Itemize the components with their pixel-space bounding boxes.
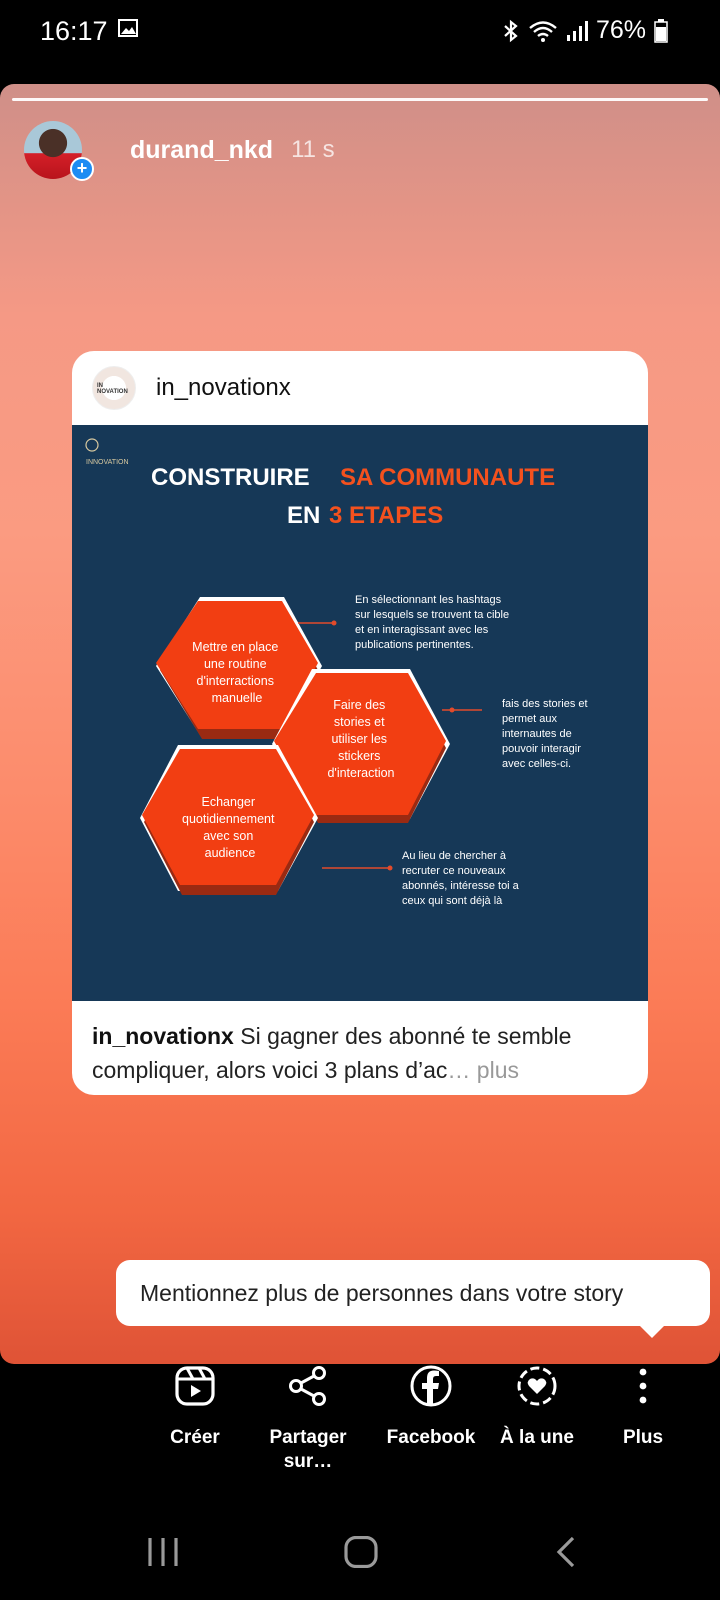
share-label: Partager sur… (269, 1427, 347, 1472)
system-nav-bar (0, 1500, 720, 1600)
title-line-1-orange: SA COMMUNAUTE (340, 464, 556, 491)
more-label: Plus (622, 1427, 664, 1448)
add-story-icon[interactable]: + (70, 157, 94, 181)
create-button[interactable] (140, 1364, 250, 1450)
post-infographic (72, 425, 648, 1001)
svg-text:Faire des stories: Faire des stories et utiliser les stickers d'interaction (327, 698, 395, 780)
caption-more-link[interactable]: … plus (447, 1057, 519, 1083)
post-author-logo[interactable]: IN NOVATION (92, 366, 136, 410)
more-button[interactable] (588, 1364, 698, 1450)
caption-text: Si gagner des abonné te semble compliquer, alors voici 3 plans d’ac (92, 1023, 572, 1083)
post-author-username[interactable]: in_novationx (156, 374, 291, 401)
note-1: En sélectionnant les hashtags sur lesquels se trouvent ta cible et en interagissant avec les publications pertinentes. (355, 594, 510, 651)
back-icon[interactable] (555, 1536, 579, 1568)
post-caption[interactable] (92, 1019, 632, 1087)
home-icon[interactable] (344, 1536, 378, 1568)
story-view[interactable] (0, 84, 720, 1364)
more-icon (621, 1364, 665, 1408)
status-bar (0, 0, 720, 62)
create-label: Créer (170, 1427, 220, 1448)
svg-text:Echanger quotidien: Echanger quotidiennement avec son audience (182, 795, 275, 860)
share-button[interactable] (253, 1364, 363, 1474)
title-line-2-white: EN (287, 502, 321, 529)
title-line-2-orange: 3 ETAPES (329, 502, 444, 529)
mention-tooltip[interactable]: Mentionnez plus de personnes dans votre story (116, 1260, 710, 1326)
bluetooth-icon (502, 19, 520, 43)
facebook-label: Facebook (386, 1427, 476, 1448)
note-3: Au lieu de chercher à recruter ce nouveaux abonnés, intéresse toi a ceux qui sont déjà là (402, 850, 519, 907)
note-2: fais des stories et permet aux internautes de pouvoir interagir avec celles-ci. (502, 698, 588, 770)
status-icons (502, 16, 668, 45)
caption-username[interactable]: in_novationx (92, 1023, 234, 1049)
title-line-1-white: CONSTRUIRE (151, 464, 310, 491)
story-time-ago: 11 s (291, 136, 335, 163)
signal-icon (566, 19, 588, 43)
story-action-bar (0, 1364, 720, 1484)
status-time: 16:17 (40, 16, 108, 46)
wifi-icon (528, 19, 558, 43)
facebook-button[interactable] (376, 1364, 486, 1450)
recent-apps-icon[interactable] (146, 1536, 180, 1568)
brand-text: INNOVATION (86, 459, 129, 466)
highlight-button[interactable] (482, 1364, 592, 1450)
story-progress-bar (12, 98, 708, 101)
shared-post-card[interactable] (72, 351, 648, 1095)
lightbulb-icon (86, 439, 98, 451)
share-icon (286, 1364, 330, 1408)
post-image (72, 425, 648, 1001)
tooltip-arrow (638, 1324, 666, 1338)
story-username[interactable]: durand_nkd (130, 135, 274, 164)
battery-icon (654, 19, 668, 43)
post-header (72, 351, 648, 425)
battery-percent: 76% (595, 16, 646, 44)
highlight-label: À la une (500, 1427, 574, 1448)
svg-text:Mettre en place un: Mettre en place une routine d'interractions manuelle (192, 640, 279, 705)
facebook-icon (409, 1364, 453, 1408)
avatar[interactable] (24, 121, 88, 179)
story-header (24, 120, 335, 180)
image-icon (118, 19, 138, 37)
highlight-icon (515, 1364, 559, 1408)
reels-icon (173, 1364, 217, 1408)
